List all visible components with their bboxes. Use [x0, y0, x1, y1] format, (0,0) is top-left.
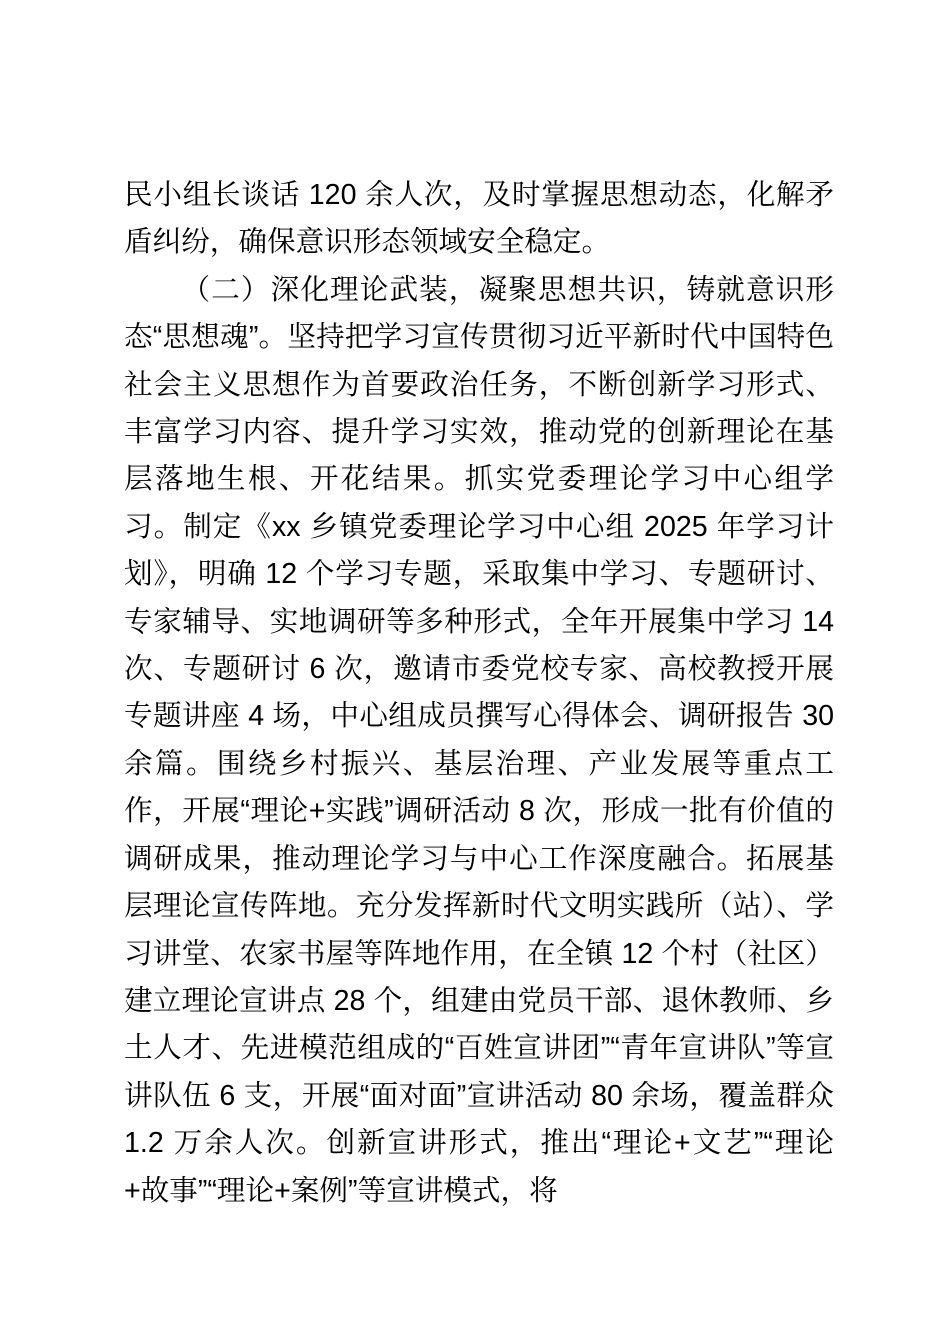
paragraph-section-two: （二）深化理论武装，凝聚思想共识，铸就意识形态“思想魂”。坚持把学习宣传贯彻习近平新时代中国特色社会主义思想作为首要政治任务，不断创新学习形式、丰富学习内容、提升学习实效，推动党的创新理论在基层落地生根、开花结果。抓实党委理论学习中心组学习。制定《xx 乡镇党委理论学习中心组 2025 年学习计划》，明确 12 个学习专题，采取集中学习、专题研讨、专家辅导、实地调研等多种形式，全年开展集中学习 14 次、专题研讨 6 次，邀请市委党校专家、高校教授开展专题讲座 4 场，中心组成员撰写心得体会、调研报告 30 余篇。围绕乡村振兴、基层治理、产业发展等重点工作，开展“理论+实践”调研活动 8 次，形成一批有价值的调研成果，推动理论学习与中心工作深度融合。拓展基层理论宣传阵地。充分发挥新时代文明实践所（站）、学习讲堂、农家书屋等阵地作用，在全镇 12 个村（社区）建立理论宣讲点 28 个，组建由党员干部、退休教师、乡土人才、先进模范组成的“百姓宣讲团”“青年宣讲队”等宣讲队伍 6 支，开展“面对面”宣讲活动 80 余场，覆盖群众 1.2 万余人次。创新宣讲形式，推出“理论+文艺”“理论+故事”“理论+案例”等宣讲模式，将: [124, 273, 834, 1207]
paragraph-continuation: 民小组长谈话 120 余人次，及时掌握思想动态，化解矛盾纠纷，确保意识形态领域安全稳定。: [124, 179, 834, 259]
document-text-body: [124, 172, 834, 1215]
